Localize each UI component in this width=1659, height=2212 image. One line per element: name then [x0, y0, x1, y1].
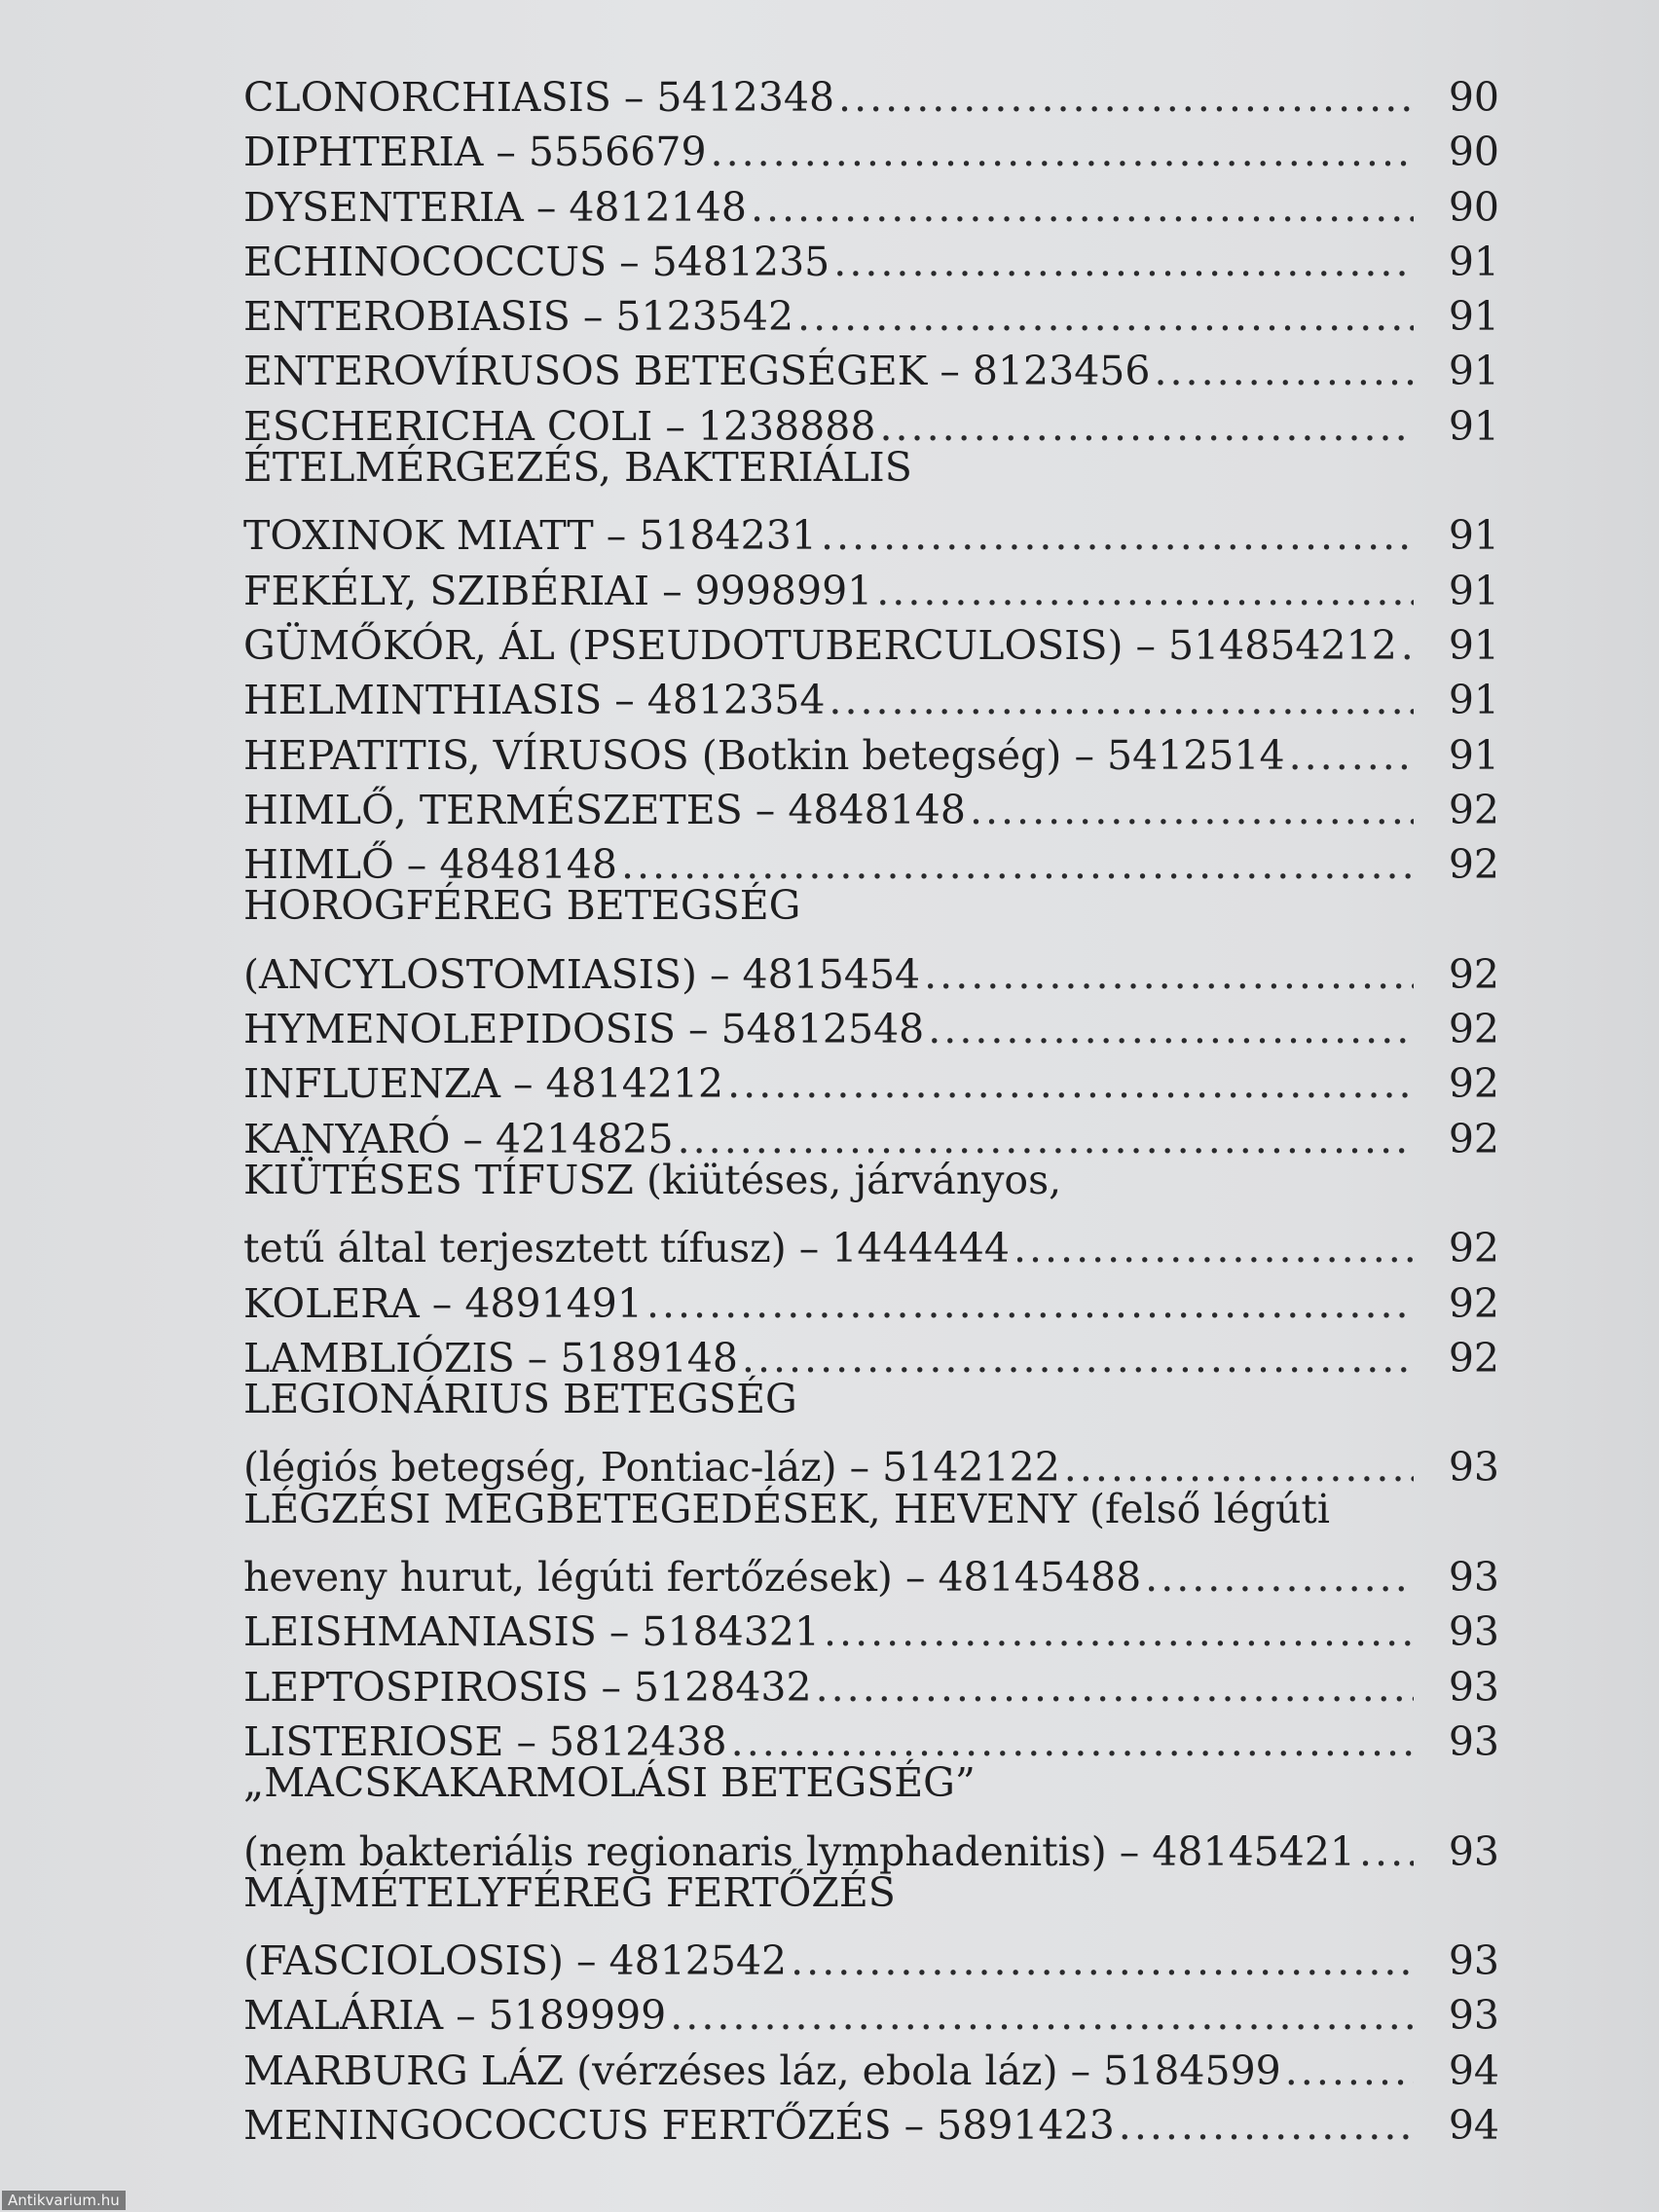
toc-entry	[243, 1153, 1499, 1272]
toc-entry-text: (ANCYLOSTOMIASIS) – 4815454	[243, 950, 921, 998]
toc-entry-text: (nem bakteriális regionaris lymphadenitis) – 48145421	[243, 1827, 1355, 1875]
page-number: 92	[1448, 1060, 1499, 1108]
page-number: 93	[1448, 1992, 1499, 2040]
toc-entry-text: ENTEROBIASIS – 5123542	[243, 293, 794, 341]
page-number: 92	[1448, 950, 1499, 998]
page-number: 93	[1448, 1444, 1499, 1492]
page-number: 91	[1448, 402, 1499, 450]
toc-entry-text: DYSENTERIA – 4812148	[243, 183, 747, 231]
page-number: 93	[1448, 1608, 1499, 1656]
toc-entry-text: FEKÉLY, SZIBÉRIAI – 9998991	[243, 567, 873, 614]
toc-entry-text: HIMLŐ – 4848148	[243, 841, 617, 889]
toc-entry-text: MALÁRIA – 5189999	[243, 1992, 667, 2040]
page-number: 91	[1448, 677, 1499, 724]
toc-entry-text: ESCHERICHA COLI – 1238888	[243, 402, 876, 450]
toc-entry-text: LEPTOSPIROSIS – 5128432	[243, 1663, 812, 1711]
toc-entry-line	[243, 1426, 1499, 1492]
page-number: 93	[1448, 1663, 1499, 1711]
toc-entry-text: HELMINTHIASIS – 4812354	[243, 677, 826, 724]
toc-entry-line	[243, 1811, 1499, 1875]
toc-entry-text: MENINGOCOCCUS FERTŐZÉS – 5891423	[243, 2101, 1115, 2149]
page-number: 94	[1448, 2046, 1499, 2094]
toc-entry-text: tetű által terjesztett tífusz) – 1444444	[243, 1225, 1010, 1272]
toc-entry	[243, 1865, 1499, 1985]
toc-entry-line	[243, 1920, 1499, 1985]
toc-entry-text: ENTEROVÍRUSOS BETEGSÉGEK – 8123456	[243, 348, 1151, 395]
toc-entry-line	[243, 1482, 1499, 1536]
toc-entry-line	[243, 495, 1499, 560]
toc-entry-text: KOLERA – 4891491	[243, 1279, 643, 1327]
toc-entry-line	[243, 934, 1499, 998]
dot-leader	[928, 1002, 1414, 1056]
page-number: 92	[1448, 786, 1499, 833]
dot-leader	[838, 70, 1414, 125]
dot-leader	[711, 125, 1414, 179]
dot-leader	[646, 1276, 1414, 1331]
table-of-contents	[243, 56, 1499, 2149]
dot-leader	[1285, 2044, 1414, 2098]
toc-entry-text: HOROGFÉREG BETEGSÉG	[243, 882, 801, 930]
page-number: 93	[1448, 1554, 1499, 1602]
toc-entry-text: LÉGZÉSI MEGBETEGEDÉSEK, HEVENY (felső légúti	[243, 1485, 1330, 1532]
page-number: 92	[1448, 841, 1499, 889]
toc-entry-line	[243, 1207, 1499, 1272]
toc-entry-text: KIÜTÉSES TÍFUSZ (kiütéses, járványos,	[243, 1156, 1062, 1203]
page-number: 93	[1448, 1937, 1499, 1985]
page-number: 90	[1448, 74, 1499, 121]
dot-leader	[727, 1056, 1414, 1111]
toc-entry-text: HYMENOLEPIDOSIS – 54812548	[243, 1006, 925, 1053]
page-number: 90	[1448, 183, 1499, 231]
toc-entry-text: LEISHMANIASIS – 5184321	[243, 1608, 820, 1656]
dot-leader	[1401, 618, 1414, 673]
toc-entry-line	[243, 1536, 1499, 1602]
dot-leader	[797, 289, 1414, 344]
toc-entry	[243, 1482, 1499, 1602]
page-number: 93	[1448, 1827, 1499, 1875]
toc-entry-text: (FASCIOLOSIS) – 4812542	[243, 1937, 788, 1985]
toc-entry-text: CLONORCHIASIS – 5412348	[243, 74, 835, 121]
toc-entry	[243, 56, 1499, 121]
toc-entry-text: LISTERIOSE – 5812438	[243, 1717, 727, 1765]
toc-entry-text: ECHINOCOCCUS – 5481235	[243, 238, 830, 285]
dot-leader	[1014, 1221, 1414, 1275]
toc-entry-text: INFLUENZA – 4814212	[243, 1060, 724, 1108]
dot-leader	[970, 783, 1414, 837]
page-number: 91	[1448, 731, 1499, 779]
dot-leader	[1145, 1550, 1414, 1604]
toc-entry-text: HEPATITIS, VÍRUSOS (Botkin betegség) – 5412514	[243, 731, 1285, 779]
toc-entry	[243, 440, 1499, 560]
dot-leader	[816, 1660, 1414, 1714]
page-number: 93	[1448, 1717, 1499, 1765]
dot-leader	[742, 1331, 1414, 1385]
toc-entry-text: LAMBLIÓZIS – 5189148	[243, 1334, 738, 1382]
dot-leader	[876, 564, 1414, 618]
dot-leader	[1289, 728, 1414, 783]
dot-leader	[924, 947, 1414, 1002]
page-number: 90	[1448, 129, 1499, 176]
page-number: 91	[1448, 567, 1499, 614]
toc-entry-text: MARBURG LÁZ (vérzéses láz, ebola láz) – 5184599	[243, 2046, 1281, 2094]
page-number: 91	[1448, 293, 1499, 341]
toc-entry-text: TOXINOK MIATT – 5184231	[243, 512, 817, 560]
dot-leader	[833, 235, 1414, 289]
toc-entry-text: (légiós betegség, Pontiac-láz) – 5142122	[243, 1444, 1060, 1492]
page-number: 91	[1448, 238, 1499, 285]
page-number: 92	[1448, 1334, 1499, 1382]
dot-leader	[670, 1988, 1414, 2043]
dot-leader	[821, 508, 1414, 563]
dot-leader	[1359, 1825, 1414, 1879]
toc-entry	[243, 878, 1499, 998]
toc-entry-text: KANYARÓ – 4214825	[243, 1115, 674, 1162]
toc-entry-text: HIMLŐ, TERMÉSZETES – 4848148	[243, 786, 966, 833]
page-number: 91	[1448, 621, 1499, 669]
toc-entry-text: „MACSKAKARMOLÁSI BETEGSÉG”	[243, 1759, 976, 1807]
dot-leader	[879, 399, 1414, 454]
toc-entry-text: LEGIONÁRIUS BETEGSÉG	[243, 1376, 797, 1423]
dot-leader	[824, 1604, 1414, 1659]
toc-entry-text: GÜMŐKÓR, ÁL (PSEUDOTUBERCULOSIS) – 514854212	[243, 621, 1397, 669]
page-number: 94	[1448, 2101, 1499, 2149]
toc-entry	[243, 1372, 1499, 1492]
toc-entry-text: MÁJMÉTELYFÉREG FERTŐZÉS	[243, 1868, 896, 1916]
toc-entry-text: heveny hurut, légúti fertőzések) – 48145488	[243, 1554, 1142, 1602]
page-number: 92	[1448, 1279, 1499, 1327]
page-number: 92	[1448, 1006, 1499, 1053]
page-number: 92	[1448, 1225, 1499, 1272]
dot-leader	[1119, 2098, 1414, 2153]
toc-entry-text: ÉTELMÉRGEZÉS, BAKTERIÁLIS	[243, 444, 912, 492]
page-number: 92	[1448, 1115, 1499, 1162]
toc-entry-line	[243, 56, 1499, 121]
dot-leader	[1154, 344, 1414, 398]
dot-leader	[791, 1934, 1414, 1988]
toc-entry	[243, 1755, 1499, 1875]
toc-entry-text: DIPHTERIA – 5556679	[243, 129, 707, 176]
page-number: 91	[1448, 348, 1499, 395]
dot-leader	[751, 180, 1414, 235]
page-number: 91	[1448, 512, 1499, 560]
watermark: Antikvarium.hu	[2, 2191, 126, 2210]
dot-leader	[829, 673, 1414, 727]
